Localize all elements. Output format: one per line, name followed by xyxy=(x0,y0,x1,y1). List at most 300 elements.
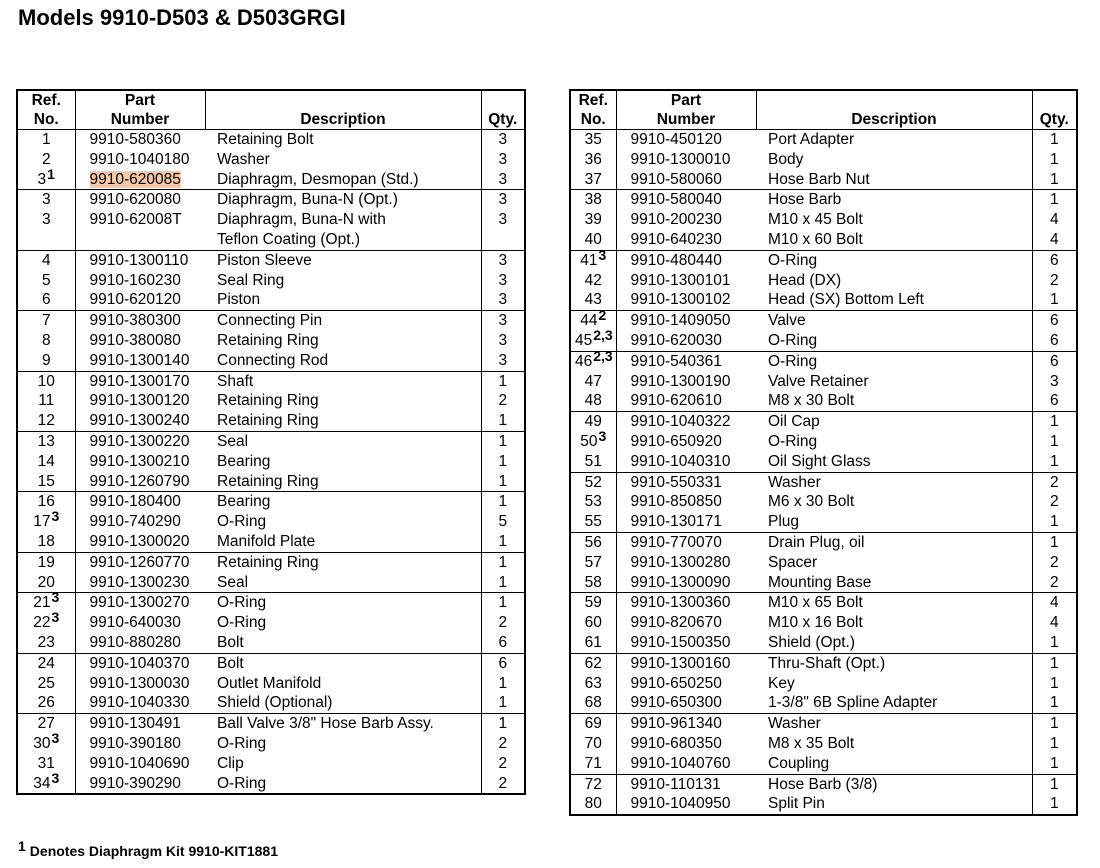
description-text: Valve Retainer xyxy=(768,372,869,390)
description-text: Hose Barb Nut xyxy=(768,170,870,188)
description-text: O-Ring xyxy=(768,352,818,370)
description-text: Oil Cap xyxy=(768,413,820,431)
description-cell xyxy=(756,774,1032,794)
part-number-cell xyxy=(75,411,205,431)
description-text: Bearing xyxy=(217,493,271,511)
part-number-cell xyxy=(616,573,756,593)
parts-table-left xyxy=(16,89,526,795)
table-row xyxy=(570,472,1077,492)
part-number: 9910-580060 xyxy=(630,170,722,188)
part-number: 9910-1040950 xyxy=(630,795,731,813)
part-number-cell xyxy=(75,774,205,795)
ref-no-cell xyxy=(570,170,616,190)
ref-no-cell xyxy=(17,391,75,411)
part-number-cell xyxy=(75,734,205,754)
ref-no: 5 xyxy=(41,271,51,289)
qty-cell: 1 xyxy=(498,412,508,430)
description-text: O-Ring xyxy=(217,774,267,792)
description-cell xyxy=(205,371,481,391)
description-cell xyxy=(756,512,1032,532)
description-text: M10 x 60 Bolt xyxy=(768,230,863,248)
part-number-cell xyxy=(616,452,756,472)
description-text: Bolt xyxy=(217,654,244,672)
description-text: O-Ring xyxy=(768,331,818,349)
part-number-cell xyxy=(75,532,205,552)
ref-no-cell xyxy=(17,653,75,673)
ref-no-cell xyxy=(570,512,616,532)
table-row xyxy=(17,271,525,291)
ref-no: 40 xyxy=(584,230,602,248)
table-row xyxy=(17,130,525,150)
ref-no-cell xyxy=(570,290,616,310)
description-text: Retaining Ring xyxy=(217,472,319,490)
description-text: Thru-Shaft (Opt.) xyxy=(768,654,886,672)
description-text: Washer xyxy=(217,150,270,168)
ref-no-cell xyxy=(570,246,616,270)
qty-cell: 3 xyxy=(481,311,525,331)
description-text: Spacer xyxy=(768,553,818,571)
qty-cell: 6 xyxy=(1049,331,1059,349)
table-row xyxy=(17,250,525,270)
part-number: 9910-680350 xyxy=(630,734,722,752)
table-row xyxy=(570,593,1077,613)
table-row xyxy=(570,653,1077,673)
part-number-cell xyxy=(75,492,205,512)
table-row xyxy=(570,150,1077,170)
ref-no-header: Ref. No. xyxy=(570,90,616,130)
part-number: 9910-1040690 xyxy=(89,754,190,772)
description-text: Connecting Pin xyxy=(217,312,323,330)
ref-no: 52 xyxy=(584,473,602,491)
description-cell xyxy=(205,250,481,270)
table-row xyxy=(17,150,525,170)
ref-no-cell xyxy=(17,371,75,391)
table-row xyxy=(570,190,1077,210)
ref-no: 43 xyxy=(584,291,602,309)
part-number-cell xyxy=(75,371,205,391)
ref-no-cell xyxy=(17,693,75,713)
ref-no-cell xyxy=(17,452,75,472)
ref-no: 38 xyxy=(584,191,602,209)
ref-no-cell xyxy=(17,165,75,190)
parts-table-right xyxy=(569,89,1078,816)
qty-cell: 3 xyxy=(498,291,508,309)
description-header: Description xyxy=(756,90,1032,130)
part-number: 9910-1300190 xyxy=(630,372,731,390)
part-number: 9910-1300010 xyxy=(630,150,731,168)
ref-no-cell xyxy=(570,391,616,411)
description-text: Bolt xyxy=(217,633,244,651)
description-cell xyxy=(756,190,1032,210)
description-text: Valve xyxy=(768,312,806,330)
part-number-cell xyxy=(616,512,756,532)
part-number: 9910-1040370 xyxy=(89,654,190,672)
table-row xyxy=(570,372,1077,392)
part-number: 9910-1300210 xyxy=(89,452,190,470)
description-cell xyxy=(756,653,1032,673)
ref-no: 39 xyxy=(584,211,602,229)
qty-cell: 1 xyxy=(498,472,508,490)
part-number-cell xyxy=(75,170,205,190)
description-cell xyxy=(205,552,481,572)
part-number-cell xyxy=(616,412,756,432)
qty-cell: 2 xyxy=(1032,472,1077,492)
description-text: Retaining Ring xyxy=(217,331,319,349)
qty-cell: 3 xyxy=(1049,372,1059,390)
table-row xyxy=(570,452,1077,472)
ref-no: 3 xyxy=(41,191,51,209)
ref-no: 37 xyxy=(584,170,602,188)
description-text: Seal xyxy=(217,573,249,591)
part-number: 9910-1040310 xyxy=(630,452,731,470)
ref-no-cell xyxy=(570,532,616,552)
ref-no-cell xyxy=(17,130,75,150)
ref-no: 19 xyxy=(37,553,55,571)
description-text: Retaining Ring xyxy=(217,553,319,571)
ref-footnote-mark: 3 xyxy=(51,589,60,606)
qty-cell: 6 xyxy=(481,653,525,673)
description-cell xyxy=(205,633,481,653)
description-cell xyxy=(756,714,1032,734)
qty-cell: 4 xyxy=(1049,230,1059,248)
table-row xyxy=(17,210,525,250)
part-number-cell xyxy=(616,693,756,713)
part-number-cell xyxy=(616,714,756,734)
part-number-cell xyxy=(75,613,205,633)
table-row xyxy=(17,774,525,795)
qty-cell: 1 xyxy=(1049,754,1059,772)
part-number-cell xyxy=(616,130,756,150)
ref-no: 14 xyxy=(37,452,55,470)
ref-no: 72 xyxy=(584,775,602,793)
part-number-cell xyxy=(75,331,205,351)
part-number-header: Part Number xyxy=(616,90,756,130)
description-cell xyxy=(205,150,481,170)
ref-no-cell xyxy=(570,613,616,633)
part-number: 9910-540361 xyxy=(630,352,722,370)
ref-footnote-mark: 3 xyxy=(51,729,60,746)
qty-cell: 1 xyxy=(1049,131,1059,148)
qty-header: Qty. xyxy=(481,90,525,130)
part-number-cell xyxy=(616,593,756,613)
qty-cell: 2 xyxy=(1049,573,1059,591)
qty-cell: 1 xyxy=(1049,674,1059,692)
qty-cell: 3 xyxy=(498,131,508,148)
table-row xyxy=(17,532,525,552)
description-text: Diaphragm, Desmopan (Std.) xyxy=(217,170,419,188)
part-number-cell xyxy=(75,130,205,150)
description-text: Retaining Ring xyxy=(217,392,319,410)
parts-table-left-body xyxy=(17,130,525,795)
ref-no: 49 xyxy=(584,413,602,431)
description-cell xyxy=(205,331,481,351)
part-number-cell xyxy=(75,431,205,451)
table-row xyxy=(17,734,525,754)
description-text: Manifold Plate xyxy=(217,532,316,550)
qty-cell: 3 xyxy=(498,170,508,188)
ref-no: 35 xyxy=(584,131,602,148)
part-number-cell xyxy=(75,250,205,270)
ref-footnote-mark: 2,3 xyxy=(593,347,613,364)
ref-no-cell xyxy=(17,431,75,451)
part-number-cell xyxy=(616,633,756,653)
footnote xyxy=(18,838,278,859)
description-cell xyxy=(756,271,1032,291)
table-row xyxy=(570,210,1077,230)
description-text: O-Ring xyxy=(768,251,818,269)
part-number-cell xyxy=(75,190,205,210)
part-number: 9910-620080 xyxy=(89,191,181,209)
table-row xyxy=(570,230,1077,250)
part-number: 9910-1260790 xyxy=(89,472,190,490)
qty-cell: 1 xyxy=(498,674,508,692)
ref-no: 68 xyxy=(584,694,602,712)
ref-no: 56 xyxy=(584,533,602,551)
description-text: Outlet Manifold xyxy=(217,674,322,692)
table-row xyxy=(570,331,1077,351)
part-number-cell xyxy=(616,492,756,512)
ref-no-cell xyxy=(570,754,616,774)
part-number: 9910-110131 xyxy=(630,775,721,793)
ref-no: 16 xyxy=(37,493,55,511)
ref-no: 48 xyxy=(584,392,602,410)
part-number-cell xyxy=(75,351,205,371)
part-number: 9910-1300230 xyxy=(89,573,190,591)
description-text: M10 x 45 Bolt xyxy=(768,211,863,229)
qty-cell: 4 xyxy=(1049,614,1059,632)
part-number: 9910-1300101 xyxy=(630,271,731,289)
part-number-cell xyxy=(75,150,205,170)
part-number-cell xyxy=(75,573,205,593)
table-row xyxy=(570,391,1077,411)
ref-no-cell xyxy=(570,230,616,250)
part-number: 9910-550331 xyxy=(630,473,722,491)
table-row xyxy=(17,633,525,653)
ref-no-cell xyxy=(17,754,75,774)
description-text: Connecting Rod xyxy=(217,351,329,369)
ref-no-cell xyxy=(17,331,75,351)
table-row xyxy=(17,552,525,572)
table-row xyxy=(570,633,1077,653)
description-cell xyxy=(205,653,481,673)
ref-no: 61 xyxy=(584,633,602,651)
part-number: 9910-1300140 xyxy=(89,351,190,369)
part-number-cell xyxy=(75,210,205,250)
qty-cell: 1 xyxy=(481,714,525,734)
description-cell xyxy=(756,693,1032,713)
ref-no-cell xyxy=(570,210,616,230)
qty-cell: 1 xyxy=(1049,452,1059,470)
description-cell xyxy=(205,532,481,552)
description-text: Retaining Bolt xyxy=(217,131,314,148)
qty-cell: 5 xyxy=(498,513,508,531)
qty-cell: 3 xyxy=(498,150,508,168)
qty-cell: 2 xyxy=(1049,271,1059,289)
part-number-cell xyxy=(616,351,756,371)
table-row xyxy=(17,351,525,371)
part-number-cell xyxy=(616,250,756,270)
description-text: M10 x 16 Bolt xyxy=(768,614,863,632)
ref-footnote-mark: 2 xyxy=(598,307,607,324)
part-number: 9910-62008T xyxy=(89,211,182,229)
ref-no: 50 xyxy=(580,432,598,450)
qty-cell: 1 xyxy=(1032,653,1077,673)
ref-no: 25 xyxy=(37,674,55,692)
part-number-cell xyxy=(75,693,205,713)
description-cell xyxy=(205,290,481,310)
part-number-cell xyxy=(75,714,205,734)
part-number-cell xyxy=(616,794,756,815)
description-cell xyxy=(756,372,1032,392)
part-number-cell xyxy=(75,674,205,694)
description-text: O-Ring xyxy=(217,614,267,632)
description-cell xyxy=(205,411,481,431)
part-number: 9910-1300240 xyxy=(89,412,190,430)
ref-no-cell xyxy=(570,774,616,794)
qty-cell: 4 xyxy=(1032,593,1077,613)
table-row xyxy=(570,412,1077,432)
part-number: 9910-1300280 xyxy=(630,553,731,571)
qty-cell: 6 xyxy=(1049,392,1059,410)
description-cell xyxy=(205,613,481,633)
qty-cell: 1 xyxy=(498,573,508,591)
description-text: M10 x 65 Bolt xyxy=(768,594,863,612)
description-cell xyxy=(756,674,1032,694)
description-text: Oil Sight Glass xyxy=(768,452,871,470)
description-text: O-Ring xyxy=(217,513,267,531)
ref-no: 42 xyxy=(584,271,602,289)
ref-no-cell xyxy=(17,609,75,633)
qty-cell: 4 xyxy=(1049,211,1059,229)
description-text: M8 x 35 Bolt xyxy=(768,734,855,752)
part-number-cell xyxy=(75,633,205,653)
part-number: 9910-390290 xyxy=(89,774,181,792)
ref-no-cell xyxy=(570,653,616,673)
table-row xyxy=(570,674,1077,694)
description-cell xyxy=(205,754,481,774)
part-number: 9910-130491 xyxy=(89,715,181,733)
qty-cell: 1 xyxy=(481,492,525,512)
ref-no: 6 xyxy=(41,291,51,309)
description-cell xyxy=(756,210,1032,230)
ref-no-cell xyxy=(570,347,616,371)
qty-cell: 3 xyxy=(498,331,508,349)
description-cell xyxy=(756,452,1032,472)
table-row xyxy=(570,512,1077,532)
table-row xyxy=(17,693,525,713)
description-text: 1-3/8" 6B Spline Adapter xyxy=(768,694,938,712)
ref-footnote-mark: 3 xyxy=(598,427,607,444)
part-number-cell xyxy=(616,472,756,492)
table-row xyxy=(17,492,525,512)
qty-cell: 1 xyxy=(1049,513,1059,531)
ref-no: 26 xyxy=(37,694,55,712)
table-row xyxy=(17,754,525,774)
part-number: 9910-480440 xyxy=(630,251,722,269)
table-row xyxy=(17,411,525,431)
part-number: 9910-580040 xyxy=(630,191,722,209)
ref-no-cell xyxy=(570,150,616,170)
part-number: 9910-1300090 xyxy=(630,573,731,591)
table-row xyxy=(17,190,525,210)
part-number: 9910-580360 xyxy=(89,131,181,148)
part-number-cell xyxy=(616,331,756,351)
ref-no-cell xyxy=(570,271,616,291)
part-number: 9910-620610 xyxy=(630,392,722,410)
ref-no-cell xyxy=(17,633,75,653)
ref-no: 30 xyxy=(33,734,51,752)
table-row xyxy=(17,573,525,593)
ref-no-cell xyxy=(570,674,616,694)
part-number: 9910-620030 xyxy=(630,331,722,349)
description-cell xyxy=(205,351,481,371)
table-row xyxy=(17,714,525,734)
footnote-mark: 1 xyxy=(18,838,26,854)
ref-no: 34 xyxy=(33,774,51,792)
ref-no-cell xyxy=(570,130,616,150)
qty-cell: 1 xyxy=(1049,432,1059,450)
table-row xyxy=(570,754,1077,774)
part-number: 9910-1040322 xyxy=(630,413,731,431)
ref-no: 55 xyxy=(584,513,602,531)
part-number: 9910-850850 xyxy=(630,493,722,511)
ref-no-cell xyxy=(570,573,616,593)
description-cell xyxy=(205,492,481,512)
table-row xyxy=(17,170,525,190)
description-cell xyxy=(756,170,1032,190)
qty-cell: 1 xyxy=(481,593,525,613)
qty-cell: 2 xyxy=(1049,553,1059,571)
table-row xyxy=(17,593,525,613)
qty-cell: 1 xyxy=(481,431,525,451)
description-text: Retaining Ring xyxy=(217,412,319,430)
qty-cell: 2 xyxy=(1049,493,1059,511)
qty-cell: 1 xyxy=(1032,774,1077,794)
part-number: 9910-1300170 xyxy=(89,372,190,390)
description-text: Seal xyxy=(217,432,249,450)
description-text: Teflon Coating (Opt.) xyxy=(217,230,361,248)
ref-no: 57 xyxy=(584,553,602,571)
part-number: 9910-650300 xyxy=(630,694,722,712)
ref-no-cell xyxy=(17,589,75,613)
table-row xyxy=(570,714,1077,734)
qty-cell: 2 xyxy=(498,614,508,632)
part-number-cell xyxy=(616,150,756,170)
qty-cell: 6 xyxy=(498,633,508,651)
ref-no: 41 xyxy=(580,251,598,269)
part-number-cell xyxy=(616,190,756,210)
ref-no-cell xyxy=(17,250,75,270)
ref-no-cell xyxy=(570,593,616,613)
part-number-cell xyxy=(75,593,205,613)
part-number: 9910-770070 xyxy=(630,533,722,551)
ref-no: 31 xyxy=(37,754,55,772)
description-text: M8 x 30 Bolt xyxy=(768,392,855,410)
ref-no-cell xyxy=(570,190,616,210)
table-row xyxy=(570,573,1077,593)
description-cell xyxy=(205,452,481,472)
description-cell xyxy=(205,391,481,411)
ref-no-cell xyxy=(17,508,75,532)
qty-cell: 2 xyxy=(498,774,508,792)
part-number: 9910-1260770 xyxy=(89,553,190,571)
table-row xyxy=(570,774,1077,794)
part-number: 9910-650920 xyxy=(630,432,722,450)
ref-no: 80 xyxy=(584,795,602,813)
description-text: M6 x 30 Bolt xyxy=(768,493,855,511)
description-cell xyxy=(756,290,1032,310)
ref-no-cell xyxy=(17,472,75,492)
